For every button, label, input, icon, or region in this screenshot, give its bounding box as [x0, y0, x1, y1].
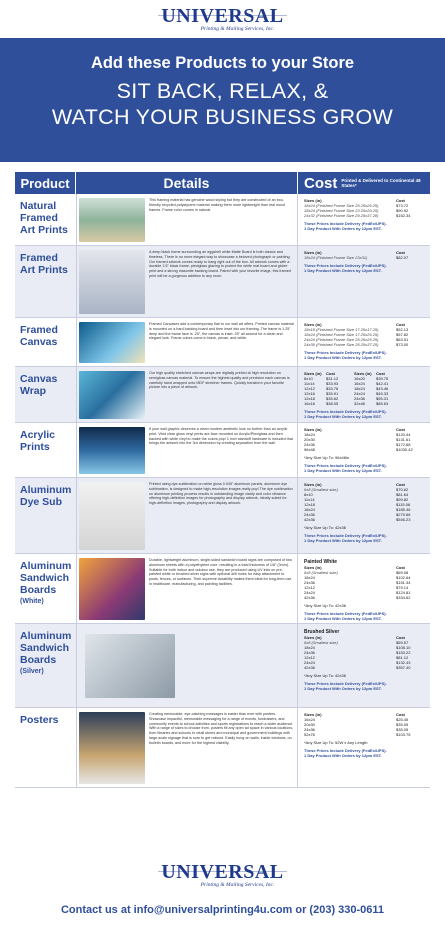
price-cell: $131.61: [396, 437, 411, 442]
delivery-note: These Prices Include Delivery (FedEx/UPS).: [304, 263, 387, 268]
price-cell: 24x36: [354, 396, 365, 401]
variant-label: Brushed Silver: [304, 629, 340, 635]
ship-note: 1 Day Product With Orders by 12pm EST.: [304, 268, 382, 273]
product-cost: [298, 194, 430, 245]
price-cell: $108.10: [396, 645, 411, 650]
product-description: This framing material has genuine wood styling but they are constructed of an eco-friendly recycled polystyrene material making them more lightweight than real wood frames. Frame color comes in natural.: [149, 198, 285, 212]
size-cell: 96x48: [304, 447, 315, 452]
ship-note: 1 Day Product With Orders by 12pm EST.: [304, 538, 382, 543]
variant-label: Painted White: [304, 559, 338, 565]
table-body: [15, 194, 430, 788]
price-cell: $85.63: [376, 401, 389, 406]
price-cell: $33.93: [326, 381, 339, 386]
delivery-note: These Prices Include Delivery (FedEx/UPS).: [304, 221, 387, 226]
max-size-note: *Any Size Up To: 96x48in: [304, 455, 350, 460]
product-cost: [298, 554, 430, 623]
size-cell: 24x36: [304, 580, 315, 585]
product-title: Posters: [20, 714, 59, 726]
price-cell: 32x48: [354, 401, 365, 406]
price-col-header: Sizes (in): [304, 198, 322, 203]
cost-header-note: Printed & Delivered to Continental 48 States*: [341, 178, 421, 188]
price-col-header: Sizes (in): [304, 712, 322, 717]
contact-line[interactable]: Contact us at info@universalprinting4u.com or (203) 330-0611: [60, 904, 385, 916]
price-cell: $546.23: [396, 517, 411, 522]
product-details: [76, 246, 298, 317]
size-cell: 18x24: [304, 645, 315, 650]
product-image: [79, 322, 145, 363]
product-cost: [298, 478, 430, 553]
max-size-note: *Any Size Up To: 42x36: [304, 603, 346, 608]
price-cell: $43.46: [376, 386, 389, 391]
price-col-header: Cost: [396, 322, 405, 327]
price-cell: 16x20: [354, 376, 365, 381]
ship-note: 1 Day Product With Orders by 12pm EST.: [304, 226, 382, 231]
size-cell: 16x24: [304, 717, 315, 722]
price-cell: 12x16: [304, 391, 315, 396]
price-cell: $81.12: [396, 655, 409, 660]
price-cell: $31.12: [326, 376, 339, 381]
product-cost: [298, 246, 430, 317]
price-col-header: Sizes (in): [304, 427, 322, 432]
price-col-header: Sizes (in): [354, 371, 372, 376]
table-row: [15, 318, 430, 367]
price-cell: $90.92: [396, 208, 409, 213]
price-cell: $70.62: [396, 487, 409, 492]
product-image: [79, 712, 145, 784]
price-col-header: Cost: [396, 712, 405, 717]
product-title: Framed Canvas: [20, 324, 58, 348]
price-col-header: Sizes (in): [304, 635, 322, 640]
size-cell: 24x24: [304, 660, 315, 665]
table-header: [15, 172, 430, 194]
cost-header-label: Cost: [304, 174, 338, 192]
price-cell: $69.08: [396, 570, 409, 575]
size-cell: 42x36: [304, 517, 315, 522]
product-cost: [298, 367, 430, 422]
ship-note: 1 Day Product With Orders by 12pm EST.: [304, 468, 382, 473]
logo-wordmark: UNIVERSAL: [161, 5, 284, 27]
price-cell: $357.40: [396, 665, 411, 670]
size-cell: 12x12: [304, 655, 315, 660]
product-description: Our high quality stretched canvas wraps are digitally printed at high resolution on semigloss canvas material. To ensure the highest quality and precision each canvas is carefully hand wrapped onto MDF stretcher frames. Quickly transform your favorite picture into a piece of artwork.: [149, 371, 290, 390]
hero-headline: Add these Products to your Store: [90, 54, 355, 72]
product-image: [79, 250, 145, 314]
size-cell: 18x24: [304, 575, 315, 580]
size-cell: 18x24: [304, 432, 315, 437]
table-row: [15, 708, 430, 788]
logo-tagline: Printing & Mailing Services, Inc.: [200, 26, 275, 32]
price-col-header: Sizes (in): [304, 371, 322, 376]
product-title: Aluminum Sandwich Boards: [20, 630, 72, 666]
product-name: [15, 708, 76, 787]
size-cell: 24x36: [304, 727, 315, 732]
price-cell: $279.66: [396, 512, 411, 517]
size-cell: 24x36: [304, 512, 315, 517]
delivery-note: These Prices Include Delivery (FedEx/UPS).: [304, 611, 387, 616]
price-col-header: Sizes (in): [304, 482, 322, 487]
ship-note: 1 Day Product With Orders by 12pm EST.: [304, 753, 382, 758]
size-cell: 24x32 (Finished Frame Size 29.25x37.28): [304, 213, 379, 218]
price-col-header: Sizes (in): [304, 250, 322, 255]
product-details: [76, 367, 298, 422]
price-cell: $35.62: [326, 396, 339, 401]
table-row: [15, 624, 430, 708]
price-cell: $151.34: [396, 580, 411, 585]
size-cell: 8x10: [304, 492, 313, 497]
price-cell: $115.06: [396, 502, 411, 507]
size-cell: 18x24 (Finished Frame Size 23.25x29.25): [304, 208, 379, 213]
price-cell: 12x18: [304, 396, 315, 401]
product-title: Framed Art Prints: [20, 252, 68, 276]
product-name: [15, 624, 76, 707]
size-cell: 20x30: [304, 722, 315, 727]
size-cell: 6x8 (Smallest size): [304, 640, 338, 645]
product-details: [76, 318, 298, 366]
product-name: [15, 423, 76, 477]
footer-logo-tagline: Printing & Mailing Services, Inc.: [200, 882, 275, 888]
price-cell: $124.81: [396, 590, 411, 595]
price-cell: $55.31: [376, 396, 389, 401]
size-cell: 6x8 (Smallest size): [304, 570, 338, 575]
price-col-header: Cost: [396, 565, 405, 570]
price-cell: $99.82: [396, 497, 409, 502]
product-title: Natural Framed Art Prints: [20, 200, 68, 236]
product-image: [85, 634, 175, 698]
product-image: [79, 558, 145, 620]
price-col-header: Cost: [326, 371, 335, 376]
col-product-header: Product: [15, 172, 76, 194]
col-details-header: Details: [76, 172, 298, 194]
price-cell: $81.64: [396, 492, 409, 497]
price-cell: $33.76: [326, 386, 339, 391]
price-col-header: Cost: [376, 371, 385, 376]
product-name: [15, 554, 76, 623]
product-description: Framed Canvases add a contemporary flair to our wall art offers. Printed canvas material is mounted on a hard backing board and then inset into our framing. The frame is 1.25" deep and the frame face is .25", the canvas is inset .25" all around for a clean and elegant look. Frame colors come in black, pecan, and white.: [149, 322, 294, 341]
table-row: [15, 194, 430, 246]
product-image: [79, 198, 145, 242]
footer-logo-wordmark: UNIVERSAL: [161, 861, 284, 883]
size-cell: 6x8 (Smallest size): [304, 487, 338, 492]
size-cell: 18x18 (Finished Frame Size 17.25x17.25): [304, 327, 379, 332]
ship-note: 1 Day Product With Orders by 12pm EST.: [304, 686, 382, 691]
size-cell: 42x36: [304, 665, 315, 670]
price-cell: $334.62: [396, 595, 411, 600]
price-cell: $1030.42: [396, 447, 413, 452]
size-cell: 18x24 (Finished Frame Size 17.25x25.25): [304, 332, 379, 337]
price-cell: $42.41: [376, 381, 389, 386]
hero-subheadline-2: WATCH YOUR BUSINESS GROW: [51, 105, 394, 129]
delivery-note: These Prices Include Delivery (FedEx/UPS).: [304, 533, 387, 538]
size-cell: 52x76: [304, 732, 315, 737]
size-cell: 24x36: [304, 650, 315, 655]
price-cell: $73.72: [396, 203, 409, 208]
size-cell: 24x36: [304, 442, 315, 447]
product-description: Printed using dye-sublimation on white gloss 0.045" aluminum panels, aluminum dye sublimation, is designed to make high-resolution images really pop! The dye sublimation on aluminum printing process results in outstanding image clarity and color vibrance offering high-definition images for photography and display artwork. Ideally suited for high-definition images, photography and display artwork.: [149, 482, 293, 506]
price-col-header: Cost: [396, 635, 405, 640]
product-details: [76, 478, 298, 553]
product-cost: [298, 624, 430, 707]
price-cell: 18x24: [354, 386, 365, 391]
price-cell: $153.22: [396, 650, 411, 655]
price-col-header: Cost: [396, 482, 405, 487]
product-details: [76, 423, 298, 477]
product-name: [15, 367, 76, 422]
size-cell: 24x24 (Finished Frame Size 25.25x25.25): [304, 337, 379, 342]
price-cell: $35.91: [326, 391, 339, 396]
size-cell: 12x12: [304, 585, 315, 590]
product-title: Canvas Wrap: [20, 373, 58, 397]
size-cell: 20x30: [304, 437, 315, 442]
price-cell: 8x10: [304, 376, 313, 381]
price-cell: $73.00: [396, 342, 409, 347]
product-title: Aluminum Sandwich Boards: [20, 560, 72, 596]
price-cell: $132.43: [396, 660, 411, 665]
price-col-header: Cost: [396, 250, 405, 255]
max-size-note: *Any Size Up To: 42x36: [304, 525, 346, 530]
product-details: [76, 554, 298, 623]
product-subtitle: (Silver): [20, 668, 44, 675]
delivery-note: These Prices Include Delivery (FedEx/UPS).: [304, 681, 387, 686]
delivery-note: These Prices Include Delivery (FedEx/UPS).: [304, 748, 387, 753]
max-size-note: *Any Size Up To: 52W x Any Length: [304, 740, 368, 745]
table-row: [15, 367, 430, 423]
product-details: [76, 624, 298, 707]
price-cell: $79.14: [396, 585, 409, 590]
price-col-header: Sizes (in): [304, 565, 322, 570]
product-image: [79, 371, 145, 419]
product-description: If your wall graphic deserves a clean modern aesthetic look no further than an acrylic print. Vivid clear gloss vinyl prints are face mounted on Acrylic/Plexiglass and then backed with white vinyl to make the colors pop! 1 inch standoff hardware is included that brings the artwork into the 3rd dimension by creating separation from the wall.: [149, 427, 293, 446]
product-description: A deep black frame surrounding an eggshell white Matte Board is both classic and timeless. There is no more elegant way to showcase a beloved photograph or painting. Our framed artwork comes ready to hang right out of the box. All artwork comes with a durable 1.5" black frame, plexiglass glazing to protect the white mat board and giclee print and a strong masonite backing board. Paired with your favorite image, this framed print will be a gorgeous addition to any room.: [149, 250, 291, 278]
product-subtitle: (White): [20, 598, 44, 605]
product-name: [15, 318, 76, 366]
size-cell: 18x24 (Finished Frame Size 25.25x25.25): [304, 203, 379, 208]
size-cell: 11x14: [304, 497, 315, 502]
price-cell: $35.05: [396, 727, 409, 732]
price-cell: $25.45: [396, 717, 409, 722]
price-cell: 12x12: [304, 386, 315, 391]
product-details: [76, 708, 298, 787]
product-table: [15, 172, 430, 828]
price-cell: $82.07: [396, 255, 409, 260]
product-description: Creating memorable, eye-catching messages is easier than ever with posters. Showcase impactful, memorable messaging for a range of events, fundraisers, and community events to school activities and sports registrations to reach a wider audience. With a range of sizes to choose from, posters fill any open ad space in various locations, from libraries and schools to retail stores and municipal and government buildings with large-scale signage that is sure to get noticed. Easily hung on walls, inside windows, on bulletin boards, and more for the highest visibility.: [149, 712, 294, 745]
product-image: [79, 427, 145, 474]
price-col-header: Sizes (in): [304, 322, 322, 327]
product-name: [15, 194, 76, 245]
footer-logo: [0, 862, 445, 888]
price-col-header: Cost: [396, 427, 405, 432]
product-title: Acrylic Prints: [20, 429, 56, 453]
price-cell: $45.33: [376, 391, 389, 396]
size-cell: 12x18: [304, 502, 315, 507]
delivery-note: These Prices Include Delivery (FedEx/UPS).: [304, 463, 387, 468]
price-cell: $57.82: [396, 332, 409, 337]
hero-subheadline-1: SIT BACK, RELAX, &: [116, 79, 329, 103]
price-cell: $69.57: [396, 640, 409, 645]
price-cell: $152.34: [396, 213, 411, 218]
size-cell: 24x24: [304, 590, 315, 595]
price-cell: $52.13: [396, 327, 409, 332]
price-cell: 24x24: [354, 391, 365, 396]
price-cell: $120.44: [396, 432, 411, 437]
ship-note: 1 Day Product With Orders by 12pm EST.: [304, 414, 382, 419]
header-logo: [0, 0, 445, 38]
col-cost-header: [298, 175, 430, 192]
price-col-header: Cost: [396, 198, 405, 203]
size-cell: 18x24 (Finished Frame Size 23x31): [304, 255, 368, 260]
product-name: [15, 478, 76, 553]
product-image: [79, 482, 145, 550]
price-cell: $172.68: [396, 442, 411, 447]
product-cost: [298, 318, 430, 366]
product-description: Durable, lightweight aluminum, single-sided sandwich board signs are composed of two aluminum sheets with a polyethylene core, resulting in a total thickness of 1/8" (3mm). Suitable for both indoor and outdoor use, they are produced using UV inks on pre-painted white or brushed silver signs with optional drill holes for easy attachment to posts, fences, or surfaces. Their supreme durability makes them ideal for long-term use in healthcare, manufacturing, and painting facilities.: [149, 558, 292, 586]
price-cell: $38.05: [326, 401, 339, 406]
product-name: [15, 246, 76, 317]
table-row: [15, 478, 430, 554]
price-cell: $39.75: [376, 376, 389, 381]
price-cell: 11x14: [304, 381, 315, 386]
size-cell: 24x36 (Finished Frame Size 25.25x37.25): [304, 342, 379, 347]
product-details: [76, 194, 298, 245]
delivery-note: These Prices Include Delivery (FedEx/UPS).: [304, 409, 387, 414]
price-cell: 16x24: [354, 381, 365, 386]
price-cell: $102.64: [396, 575, 411, 580]
product-cost: [298, 423, 430, 477]
price-cell: $185.46: [396, 507, 411, 512]
delivery-note: These Prices Include Delivery (FedEx/UPS).: [304, 350, 387, 355]
hero-banner: [0, 38, 445, 162]
product-cost: [298, 708, 430, 787]
ship-note: 1 Day Product With Orders by 12pm EST.: [304, 616, 382, 621]
product-title: Aluminum Dye Sub: [20, 484, 72, 508]
size-cell: 18x24: [304, 507, 315, 512]
ship-note: 1 Day Product With Orders by 12pm EST.: [304, 355, 382, 360]
price-cell: $103.75: [396, 732, 411, 737]
price-cell: 16x16: [304, 401, 315, 406]
price-cell: $35.05: [396, 722, 409, 727]
table-row: [15, 423, 430, 478]
price-cell: $63.51: [396, 337, 409, 342]
table-row: [15, 246, 430, 318]
max-size-note: *Any Size Up To: 42x36: [304, 673, 346, 678]
table-row: [15, 554, 430, 624]
size-cell: 42x36: [304, 595, 315, 600]
